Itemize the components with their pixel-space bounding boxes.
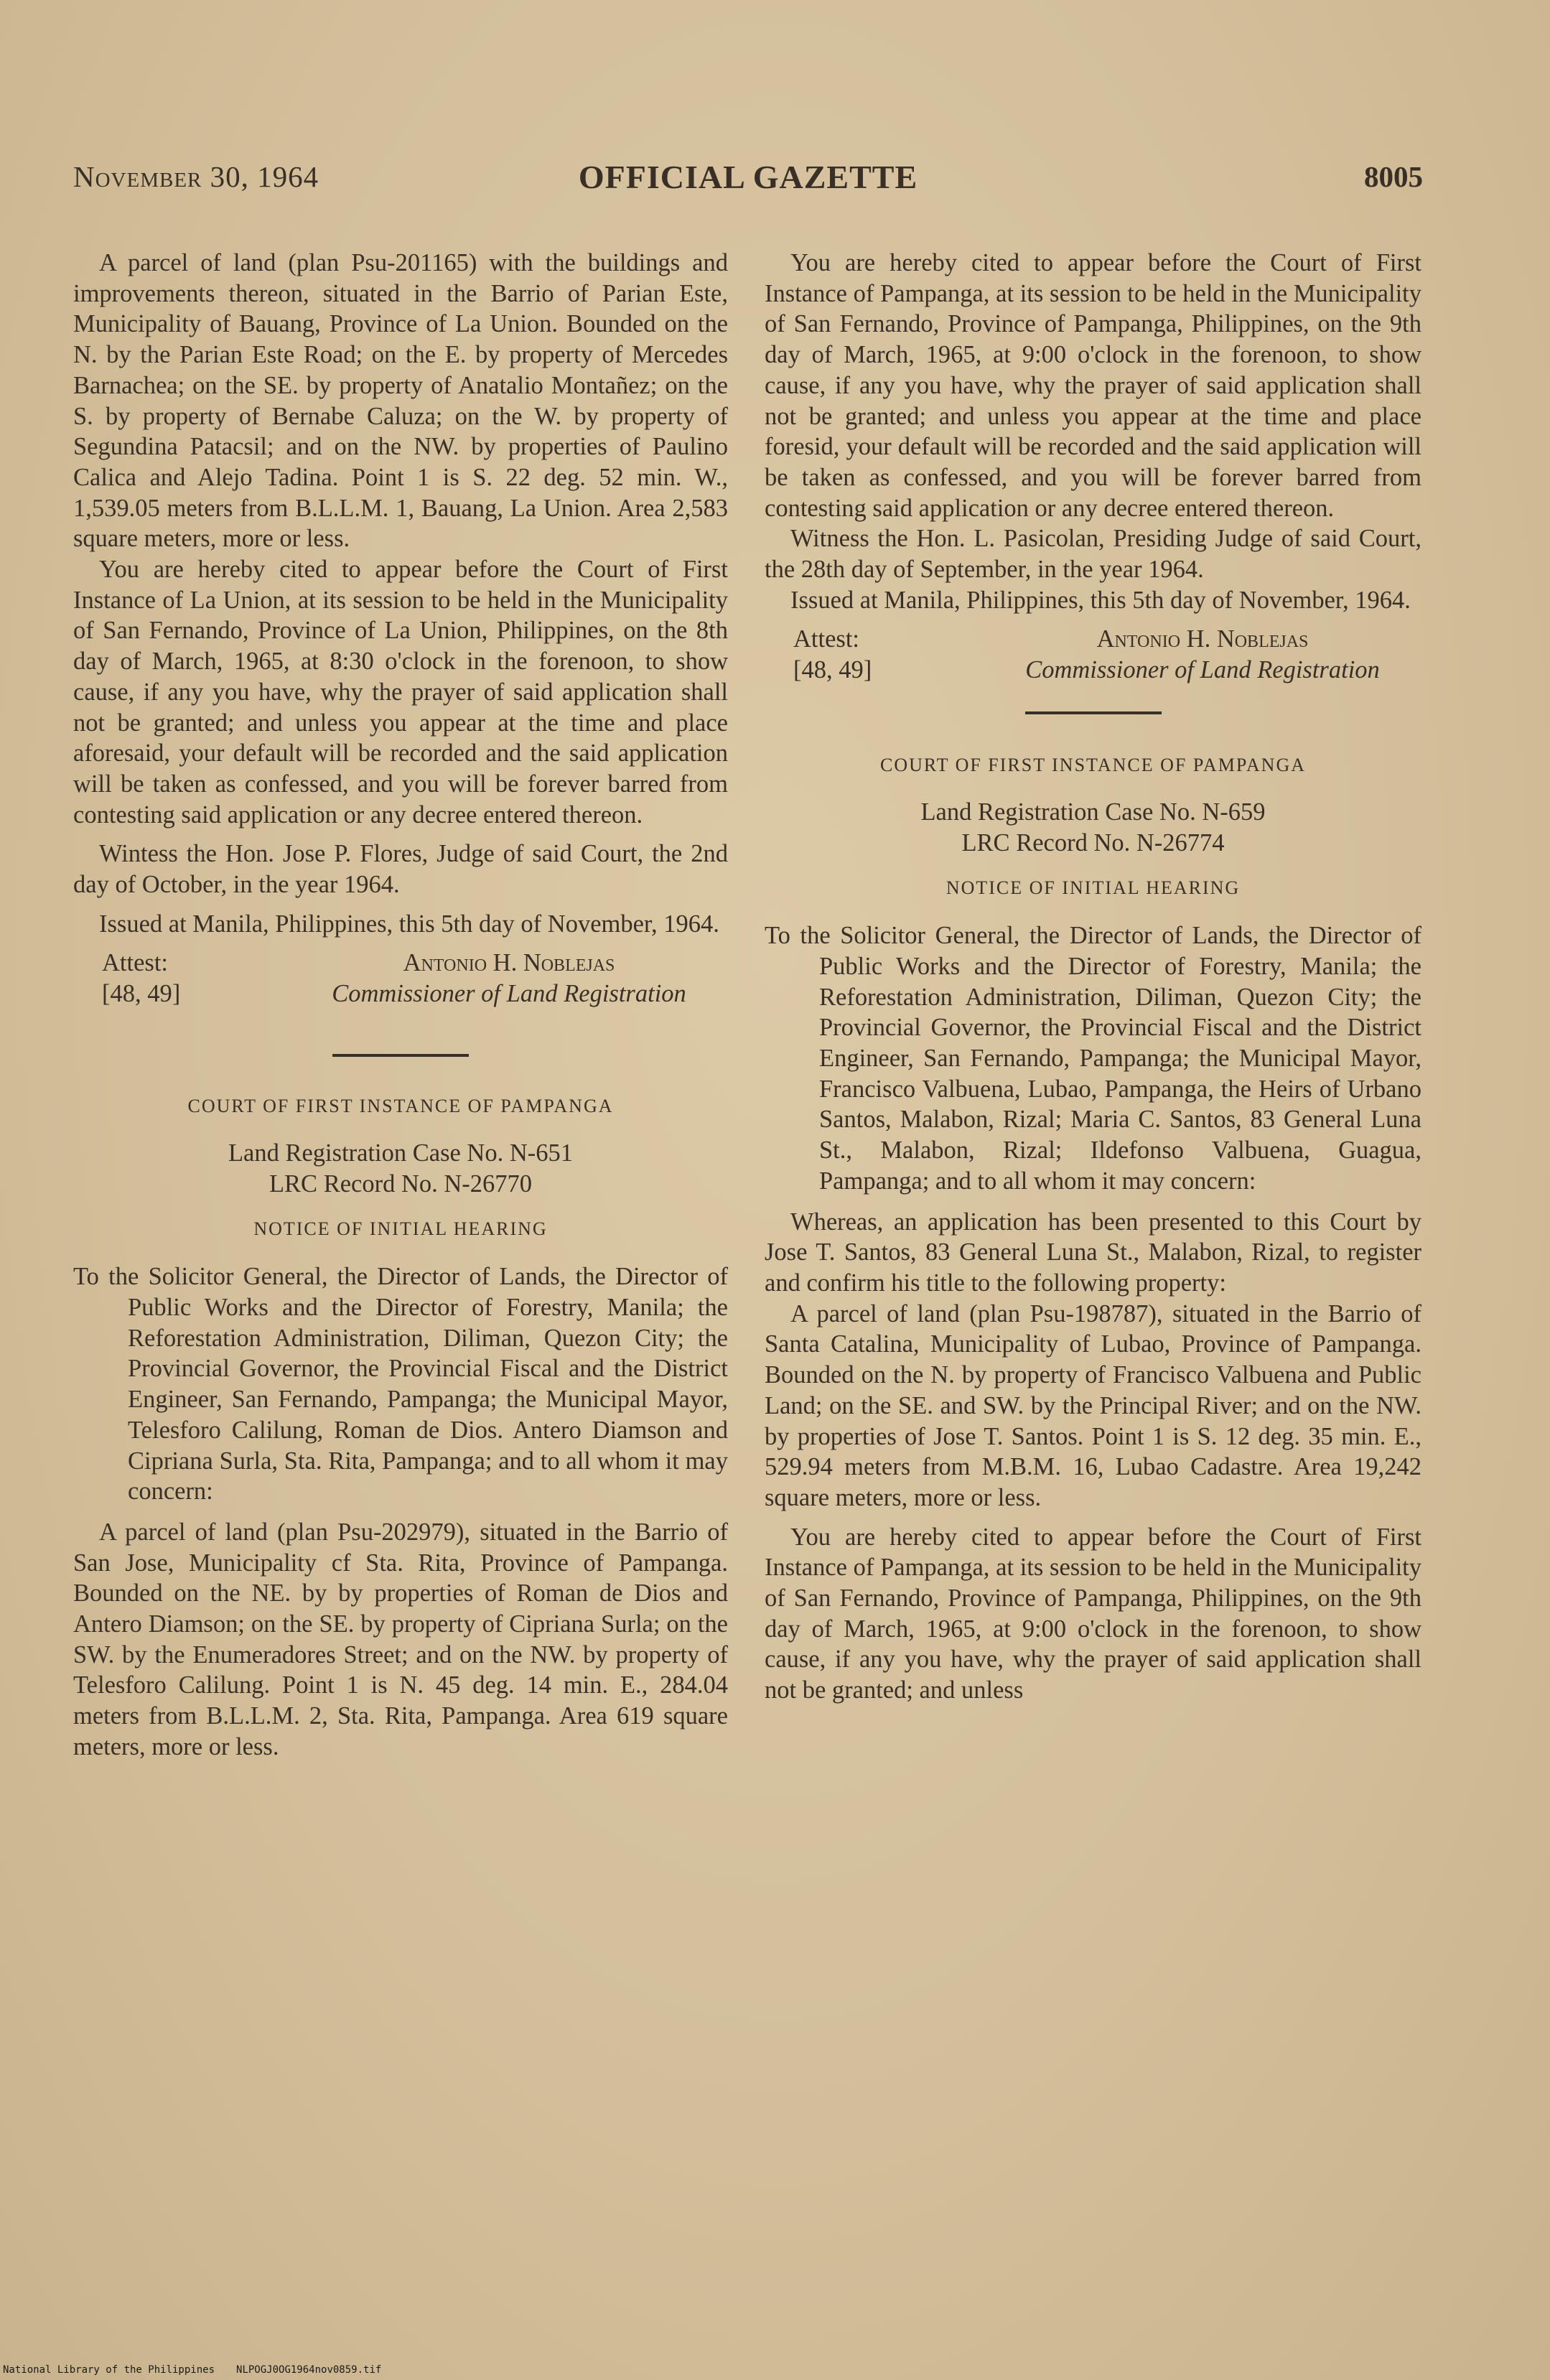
issued-paragraph: Issued at Manila, Philippines, this 5th day of November, 1964. — [99, 910, 719, 938]
case-number: Land Registration Case No. N-651 — [228, 1139, 574, 1167]
right-column — [765, 248, 1421, 1706]
library-credit: National Library of the Philippines — [3, 2364, 215, 2376]
left-column — [73, 248, 728, 1763]
notice-heading: NOTICE OF INITIAL HEARING — [946, 877, 1241, 898]
court-heading: COURT OF FIRST INSTANCE OF PAMPANGA — [187, 1096, 614, 1117]
witness-paragraph: Wintess the Hon. Jose P. Flores, Judge of said Court, the 2nd day of October, in the year 1964. — [73, 840, 728, 899]
attest-label: Attest: — [793, 625, 859, 653]
parcel-description-lubao: A parcel of land (plan Psu-198787), situated in the Barrio of Santa Catalina, Municipality of Lubao, Province of Pampanga. Bounded on the N. by property of Francisco Valbuena and Public Land; on the SE. and SW. by the Principal River; and on the NW. by properties of Jose T. Santos. Point 1 is S. 12 deg. 35 min. E., 529.94 meters from M.B.M. 16, Lubao Cadastre. Area 19,242 square meters, more or less. — [765, 1299, 1421, 1511]
addressees-paragraph: To the Solicitor General, the Director of Lands, the Director of Public Works and the Director of Forestry, Manila; the Reforestation Administration, Diliman, Quezon City; the Provincial Governor, the Provincial Fiscal and the District Engineer, San Fernando, Pampanga; the Municipal Mayor, Francisco Valbuena, Lubao, Pampanga, the Heirs of Urbano Santos, Malabon, Rizal; Maria C. Santos, 83 General Luna St., Malabon, Rizal; Ildefonso Valbuena, Guagua, Pampanga; and to all whom it may concern: — [765, 922, 1421, 1195]
section-divider — [332, 1054, 469, 1057]
issue-date: November 30, 1964 — [73, 160, 319, 193]
scan-footer — [3, 2364, 403, 2376]
court-heading: COURT OF FIRST INSTANCE OF PAMPANGA — [879, 755, 1306, 776]
record-number: LRC Record No. N-26774 — [961, 829, 1225, 857]
case-number: Land Registration Case No. N-659 — [920, 798, 1266, 826]
citation-paragraph-pampanga-2: You are hereby cited to appear before the Court of First Instance of Pampanga, at its session to be held in the Municipality of San Fernando, Province of Pampanga, Philippines, on the 9th day of March, 1965, at 9:00 o'clock in the forenoon, to show cause, if any you have, why the prayer of said application shall not be granted; and unless — [765, 1523, 1421, 1704]
section-divider — [1025, 711, 1162, 714]
parcel-description-bauang: A parcel of land (plan Psu-201165) with the buildings and improvements thereon, situated in the Barrio of Parian Este, Municipality of Bauang, Province of La Union. Bounded on the N. by the Parian Este Road; on the E. by property of Mercedes Barnachea; on the SE. by property of Anatalio Montañez; on the S. by property of Bernabe Caluza; on the W. by property of Segundina Patacsil; and on the NW. by properties of Paulino Calica and Alejo Tadina. Point 1 is S. 22 deg. 52 min. W., 1,539.05 meters from B.L.L.M. 1, Bauang, La Union. Area 2,583 square meters, more or less. — [73, 249, 728, 553]
issued-paragraph: Issued at Manila, Philippines, this 5th day of November, 1964. — [790, 586, 1411, 614]
commissioner-title: Commissioner of Land Registration — [332, 980, 686, 1008]
witness-paragraph: Witness the Hon. L. Pasicolan, Presiding Judge of said Court, the 28th day of September, in the year 1964. — [765, 525, 1421, 584]
scan-filename: NLPOGJ0OG1964nov0859.tif — [236, 2364, 382, 2376]
page-number: 8005 — [1364, 160, 1423, 193]
attest-label: Attest: — [102, 949, 168, 977]
publication-title: OFFICIAL GAZETTE — [578, 159, 918, 195]
citation-paragraph-la-union: You are hereby cited to appear before the Court of First Instance of La Union, at its session to be held in the Municipality of San Fernando, Province of La Union, Philippines, on the 8th day of March, 1965, at 8:30 o'clock in the forenoon, to show cause, if any you have, why the prayer of said application shall not be granted; and unless you appear at the time and place aforesaid, your default will be recorded and the said application will be taken as confessed, and you will be forever barred from contesting said application or any decree entered thereon. — [73, 556, 728, 829]
record-number: LRC Record No. N-26770 — [269, 1170, 533, 1198]
addressees-paragraph: To the Solicitor General, the Director of Lands, the Director of Public Works and the Director of Forestry, Manila; the Reforestation Administration, Diliman, Quezon City; the Provincial Governor, the Provincial Fiscal and the District Engineer, San Fernando, Pampanga; the Municipal Mayor, Telesforo Calilung, Roman de Dios. Antero Diamson and Cipriana Surla, Sta. Rita, Pampanga; and to all whom it may concern: — [73, 1263, 728, 1506]
commissioner-title: Commissioner of Land Registration — [1025, 656, 1380, 684]
parcel-description-sta-rita: A parcel of land (plan Psu-202979), situated in the Barrio of San Jose, Municipality cf Sta. Rita, Province of Pampanga. Bounded on the NE. by by properties of Roman de Dios and Antero Diamson; on the SE. by property of Cipriana Surla; on the SW. by the Enumeradores Street; and on the NW. by property of Telesforo Calilung. Point 1 is N. 45 deg. 14 min. E., 284.04 meters from B.L.L.M. 2, Sta. Rita, Pampanga. Area 619 square meters, more or less. — [73, 1518, 728, 1760]
application-paragraph: Whereas, an application has been presented to this Court by Jose T. Santos, 83 General Luna St., Malabon, Rizal, to register and confirm his title to the following property: — [765, 1208, 1421, 1297]
attest-block — [765, 624, 1421, 686]
citation-paragraph-pampanga: You are hereby cited to appear before the Court of First Instance of Pampanga, at its session to be held in the Municipality of San Fernando, Province of Pampanga, Philippines, on the 9th day of March, 1965, at 9:00 o'clock in the forenoon, to show cause, if any you have, why the prayer of said application shall not be granted; and unless you appear at the time and place foresid, your default will be recorded and the said application will be taken as confessed, and you will be forever barred from contesting said application or any decree entered thereon. — [765, 249, 1421, 522]
issue-reference: [48, 49] — [102, 980, 181, 1008]
issue-reference: [48, 49] — [793, 656, 872, 684]
notice-heading: NOTICE OF INITIAL HEARING — [253, 1218, 548, 1239]
commissioner-name: Antonio H. Noblejas — [1096, 625, 1309, 653]
attest-block — [73, 948, 728, 1009]
page-header — [73, 159, 1423, 202]
commissioner-name: Antonio H. Noblejas — [403, 949, 615, 977]
